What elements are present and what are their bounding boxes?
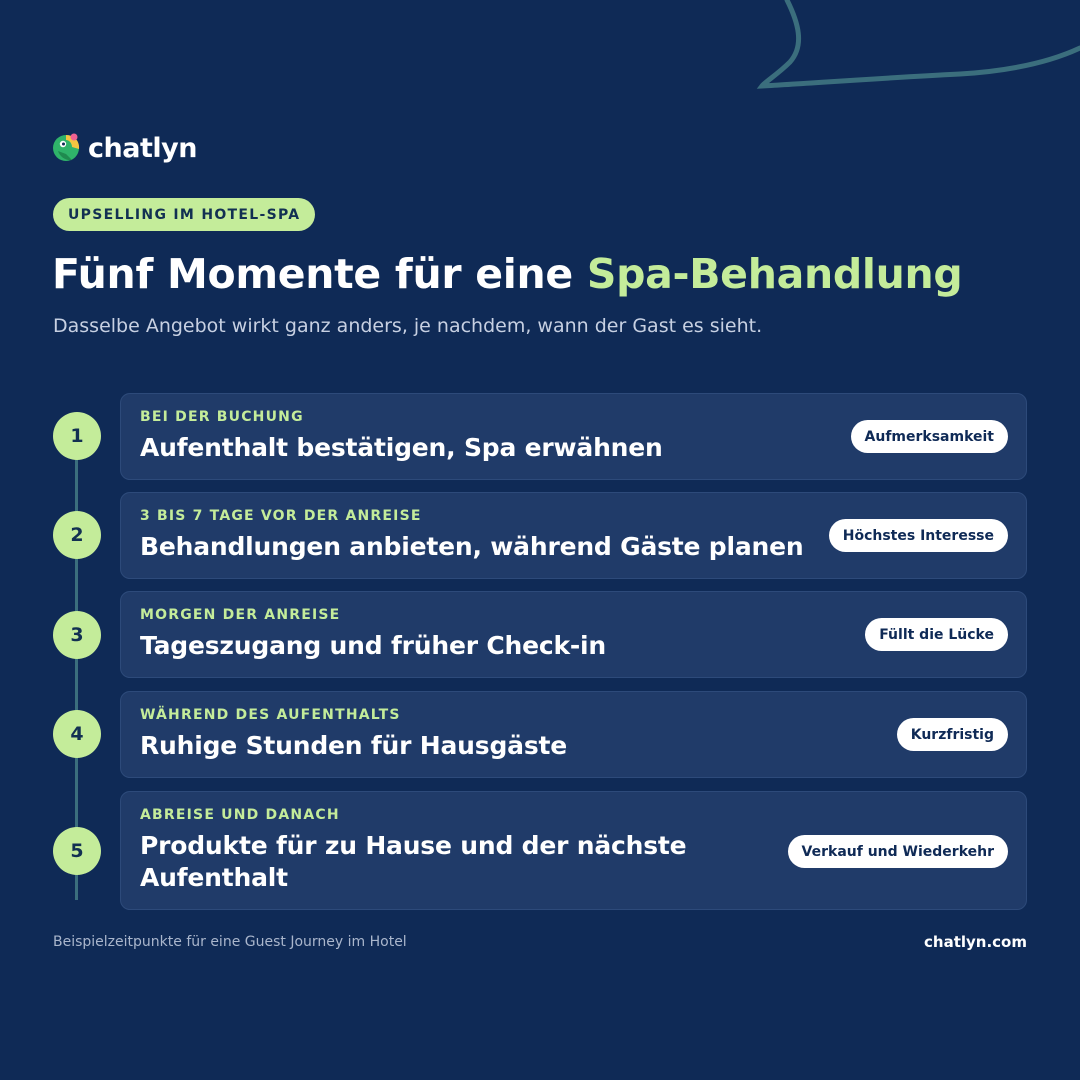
step-card [120,393,1027,480]
step-badge: Füllt die Lücke [865,618,1008,651]
footer-note: Beispielzeitpunkte für eine Guest Journey im Hotel [53,934,407,950]
step-title: Produkte für zu Hause und der nächste Aufenthalt [140,831,687,892]
step-title: Behandlungen anbieten, während Gäste planen [140,532,804,561]
step-number: 1 [53,412,101,460]
step-title: Aufenthalt bestätigen, Spa erwähnen [140,433,663,462]
step-number: 4 [53,710,101,758]
step-number: 2 [53,511,101,559]
step-card [120,691,1027,778]
title-accent: Spa-Behandlung [586,250,963,298]
step-kicker: MORGEN DER ANREISE [140,607,341,623]
step-card [120,791,1027,910]
step-kicker: WÄHREND DES AUFENTHALTS [140,707,401,723]
step-kicker: 3 BIS 7 TAGE VOR DER ANREISE [140,508,422,524]
step-title: Tageszugang und früher Check-in [140,631,607,660]
title-main: Fünf Momente für eine [52,250,587,298]
step-badge: Aufmerksamkeit [851,420,1008,453]
step-card [120,591,1027,678]
page-subtitle: Dasselbe Angebot wirkt ganz anders, je nachdem, wann der Gast es sieht. [53,315,763,337]
step-badge: Kurzfristig [897,718,1008,751]
brand-logo[interactable] [52,130,197,166]
step-kicker: BEI DER BUCHUNG [140,409,304,425]
step-number: 3 [53,611,101,659]
topic-tag: UPSELLING IM HOTEL-SPA [53,198,315,231]
brand-name: chatlyn [88,132,197,164]
parrot-logo-icon [52,131,82,165]
website-link[interactable]: chatlyn.com [924,933,1027,951]
page-title [52,248,1052,300]
step-badge: Höchstes Interesse [829,519,1008,552]
step-number: 5 [53,827,101,875]
step-card [120,492,1027,579]
step-badge: Verkauf und Wiederkehr [788,835,1008,868]
step-title: Ruhige Stunden für Hausgäste [140,731,568,760]
step-kicker: ABREISE UND DANACH [140,807,340,823]
